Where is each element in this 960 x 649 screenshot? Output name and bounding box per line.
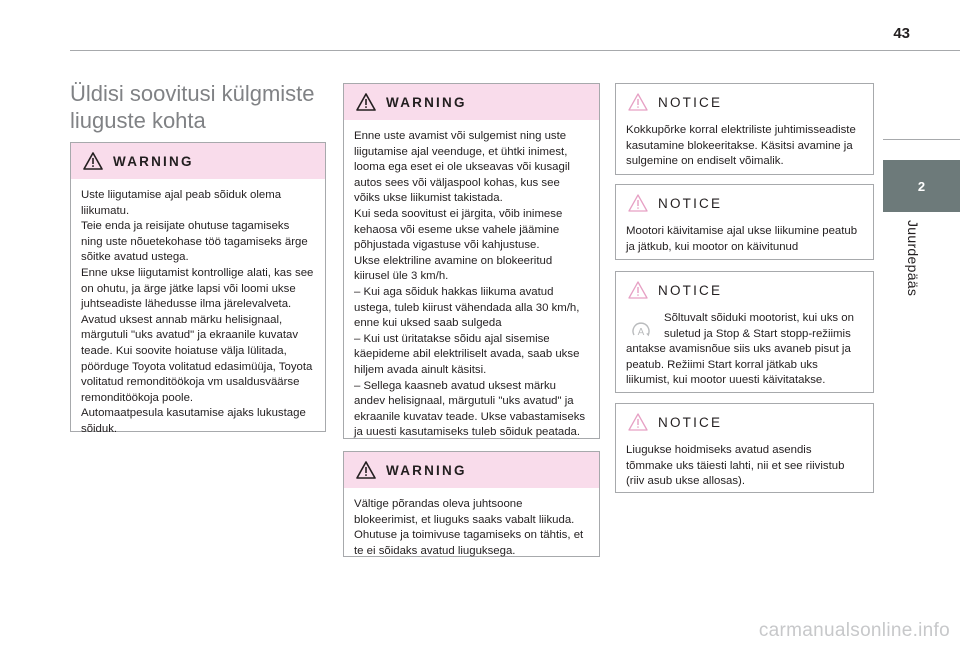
notice-header	[616, 404, 873, 440]
notice-box-1	[615, 83, 874, 175]
warning-text: Vältige põrandas oleva juhtsoone blokeerimist, et liuguks saaks vabalt liikuda. Ohutuse ja toimivuse tagamiseks on tähtis, et te ei sõidaks avatud liuguksega.	[354, 498, 584, 557]
notice-text: Kokkupõrke korral elektriliste juhtimisseadiste kasutamine blokeeritakse. Käsitsi avamine ja sulgemine on endiselt võimalik.	[626, 124, 856, 168]
warning-header	[71, 143, 325, 179]
warning-triangle-icon	[356, 461, 376, 479]
notice-header	[616, 84, 873, 120]
notice-triangle-icon	[628, 413, 648, 431]
notice-triangle-icon	[628, 281, 648, 299]
warning-box-2	[343, 83, 600, 439]
svg-text:A: A	[637, 327, 645, 338]
warning-triangle-icon	[356, 93, 376, 111]
notice-label: NOTICE	[658, 414, 723, 430]
auto-stop-start-icon	[630, 320, 652, 342]
notice-label: NOTICE	[658, 94, 723, 110]
page-number: 43	[893, 25, 910, 42]
warning-label: WARNING	[386, 94, 467, 110]
notice-body	[616, 308, 873, 397]
warning-box-1	[70, 142, 326, 435]
warning-text: Enne uste avamist või sulgemist ning uste liigutamise ajal veenduge, et ühtki inimest, looma ega eset ei ole ukseavas või kusagil autos sees või väljaspool kohas, kus see võiks ukse liikumist takistada. Kui seda soovitust ei järgita, võib inimese kehaosa või eseme ukse vahele jäämine põhjustada vigastuse või kahjustuse. Ukse elektriline avamine on blokeeritud kiirusel üle 3 km/h. – Kui aga sõiduk hakkas liikuma avatud ustega, tuleb kiirust vähendada alla 30 km/h, enne kui uksed saab sulgeda – Kui ust üritatakse sõidu ajal sisemise käepideme abil elektriliselt avada, saab ukse hiljem avada ainult käsitsi. – Sellega kaasneb avatud uksest märku andev helisignaal, märgutuli "uks avatud" ja ekraanile kuvatav teade. Ukse vabastamiseks ja uuesti kasutamiseks tuleb sõiduk peatada.	[354, 130, 586, 439]
warning-header	[344, 452, 599, 488]
notice-header	[616, 272, 873, 308]
notice-text: Mootori käivitamise ajal ukse liikumine peatub ja jätkub, kui mootor on käivitunud	[626, 225, 858, 253]
notice-text: Liugukse hoidmiseks avatud asendis tõmmake uks täiesti lahti, nii et see riivistub (riiv asub ukse allosas).	[626, 444, 845, 488]
section-name: Juurdepääs	[905, 220, 921, 297]
notice-box-4	[615, 403, 874, 493]
warning-box-3	[343, 451, 600, 557]
page-heading: Üldisi soovitusi külgmiste liuguste kohta	[70, 81, 315, 133]
warning-text: Uste liigutamise ajal peab sõiduk olema liikumatu. Teie enda ja reisijate ohutuse tagamiseks ning uste nõuetekohase töö tagamiseks ärge sõitke avatud ustega. Enne ukse liigutamist kontrollige alati, kas see on ohutu, ja ärge jätke lapsi või loomi ukse juhtseadiste lähedusse ilma järelevalveta. Avatud uksest annab märku helisignaal, märgutuli "uks avatud" ja ekraanile kuvatav teade. Kui soovite hoiatuse välja lülitada, pöörduge Toyota volitatud edasimüüja, Toyota volitatud remonditöökoja vm usaldusväärse remonditöökoja poole. Automaatpesula kasutamise ajaks lukustage sõiduk.	[81, 189, 314, 435]
notice-box-2	[615, 184, 874, 260]
notice-label: NOTICE	[658, 282, 723, 298]
notice-triangle-icon	[628, 194, 648, 212]
notice-text-rest: antakse avamisnõue siis uks avaneb pisut ja peatub. Režiimi Start korral jätkab uks liikumist, kui mootor uuesti käivitatakse.	[626, 343, 851, 387]
notice-label: NOTICE	[658, 195, 723, 211]
notice-triangle-icon	[628, 93, 648, 111]
top-rule	[70, 50, 960, 51]
section-tab[interactable]	[883, 160, 960, 212]
warning-label: WARNING	[113, 153, 194, 169]
warning-triangle-icon	[83, 152, 103, 170]
side-tab-rule	[883, 139, 960, 140]
notice-text-first: Sõltuvalt sõiduki mootorist, kui uks on suletud ja Stop & Start stopp-režiimis	[664, 312, 854, 340]
notice-header	[616, 185, 873, 221]
warning-header	[344, 84, 599, 120]
watermark: carmanualsonline.info	[758, 620, 950, 641]
notice-box-3	[615, 271, 874, 393]
section-tab-number: 2	[917, 178, 926, 194]
warning-label: WARNING	[386, 462, 467, 478]
